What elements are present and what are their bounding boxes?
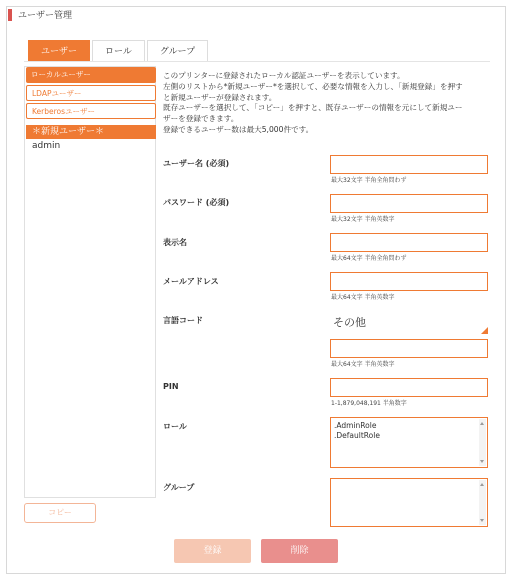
scroll-up-icon[interactable] [480, 422, 484, 425]
display-name-label: 表示名 [163, 238, 187, 247]
description-line: 既存ユーザーを選択して、「コピー」を押すと、既存ユーザーの情報を元にして新規ユー [163, 103, 463, 113]
email-hint: 最大64文字 半角英数字 [331, 294, 395, 301]
page-title [8, 8, 72, 21]
user-list [26, 125, 156, 153]
pin-hint: 1-1,879,048,191 半角数字 [331, 400, 407, 407]
language-select[interactable] [330, 311, 488, 334]
scroll-down-icon[interactable] [480, 519, 484, 522]
username-hint: 最大32文字 半角全角問わず [331, 177, 407, 184]
tab-divider [24, 61, 490, 62]
page-title-text: ユーザー管理 [18, 11, 73, 21]
user-sidebar [24, 66, 156, 498]
password-field[interactable] [330, 194, 488, 213]
copy-button[interactable]: コピー [24, 503, 96, 523]
scroll-down-icon[interactable] [480, 460, 484, 463]
role-scrollbar[interactable] [479, 419, 486, 466]
scroll-up-icon[interactable] [480, 483, 484, 486]
local-users-button[interactable]: ローカルユーザー [26, 67, 156, 83]
pin-label: PIN [163, 382, 179, 391]
tab-users[interactable]: ユーザー [28, 40, 90, 62]
pin-field[interactable] [330, 378, 488, 397]
display-name-hint: 最大64文字 半角全角問わず [331, 255, 407, 262]
group-scrollbar[interactable] [479, 480, 486, 525]
description-line: と新規ユーザーが登録されます。 [163, 92, 277, 102]
email-label: メールアドレス [163, 277, 219, 286]
register-button[interactable]: 登録 [174, 539, 251, 563]
description-text [163, 71, 493, 136]
username-label: ユーザー名 (必須) [163, 159, 230, 168]
description-line: ザーを登録できます。 [163, 114, 239, 124]
description-line: 左側のリストから*新規ユーザー*を選択して、必要な情報を入力し、「新規登録」を押す [163, 81, 463, 91]
role-label: ロール [163, 422, 187, 431]
user-list-item-new[interactable]: ＊新規ユーザー＊ [26, 125, 156, 139]
tab-roles[interactable]: ロール [92, 40, 145, 62]
role-option[interactable]: .DefaultRole [334, 431, 380, 440]
password-hint: 最大32文字 半角英数字 [331, 216, 395, 223]
user-list-item-admin[interactable]: admin [32, 141, 61, 151]
group-listbox[interactable] [330, 478, 488, 527]
email-field[interactable] [330, 272, 488, 291]
kerberos-users-button[interactable]: Kerberosユーザー [26, 103, 156, 119]
tab-groups[interactable]: グループ [147, 40, 208, 62]
language-hint: 最大64文字 半角英数字 [331, 361, 395, 368]
dropdown-corner-icon [481, 327, 488, 334]
delete-button[interactable]: 削除 [261, 539, 338, 563]
description-line: 登録できるユーザー数は最大5,000件です。 [163, 124, 314, 134]
language-other-field[interactable] [330, 339, 488, 358]
username-field[interactable] [330, 155, 488, 174]
password-label: パスワード (必須) [163, 198, 230, 207]
tab-bar [28, 40, 210, 62]
role-listbox[interactable] [330, 417, 488, 468]
display-name-field[interactable] [330, 233, 488, 252]
title-accent-bar [8, 9, 12, 21]
description-line: このプリンターに登録されたローカル認証ユーザーを表示しています。 [163, 71, 405, 80]
group-label: グループ [163, 483, 195, 492]
language-selected-value: その他 [333, 316, 366, 329]
role-option[interactable]: .AdminRole [334, 421, 377, 430]
language-label: 言語コード [163, 316, 203, 325]
ldap-users-button[interactable]: LDAPユーザー [26, 85, 156, 101]
